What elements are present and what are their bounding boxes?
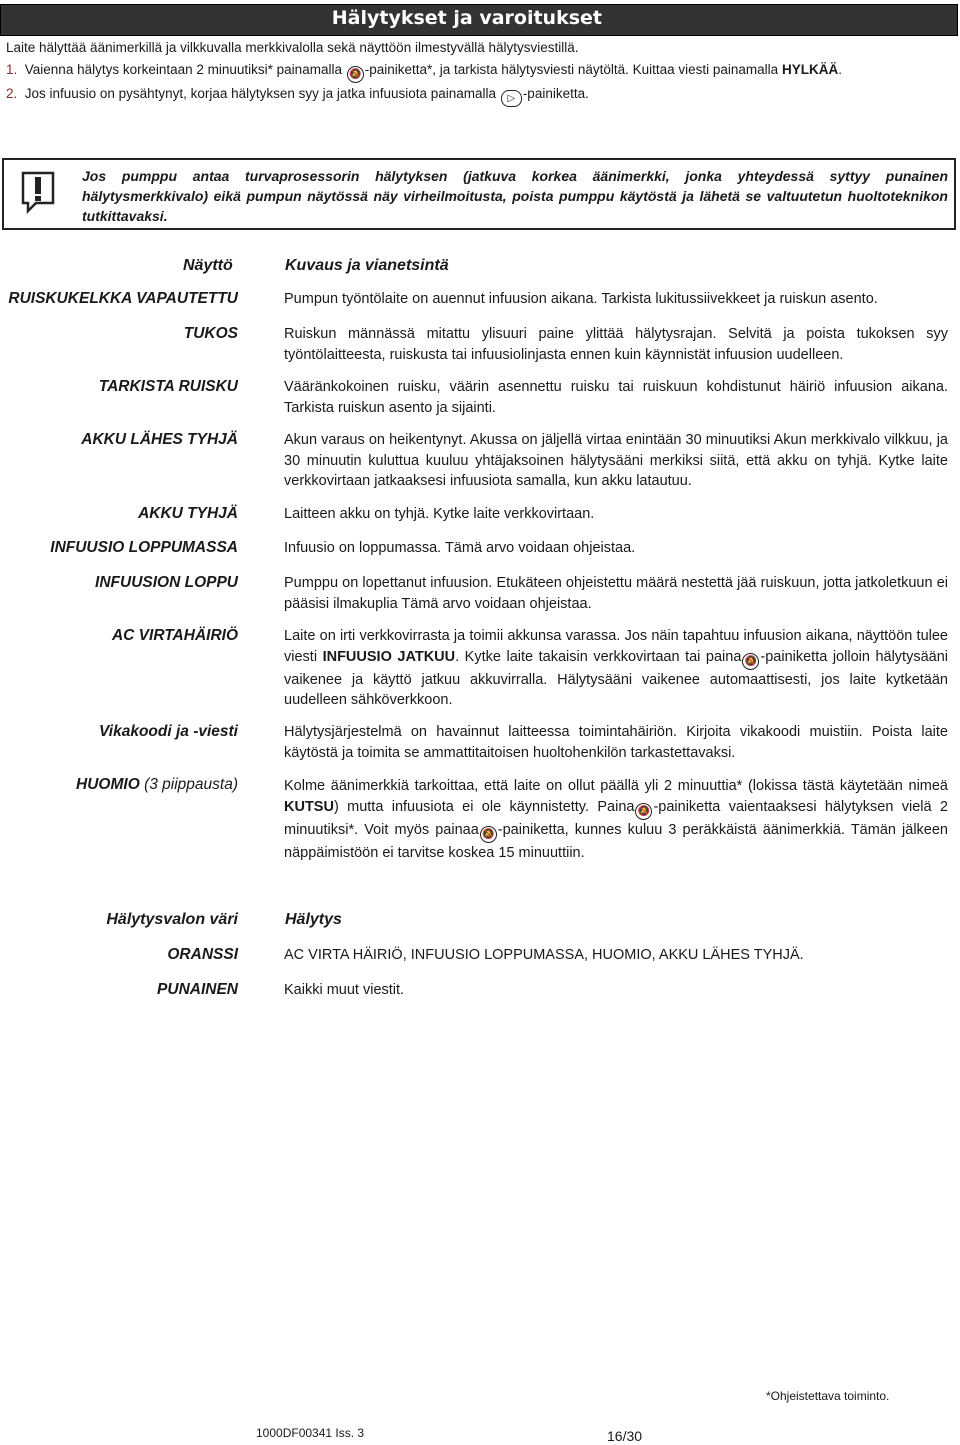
description-text: ) mutta infuusiota ei ole käynnistetty. Paina — [333, 798, 635, 815]
step-1 — [6, 62, 842, 83]
alarm-name: RUISKUKELKKA VAPAUTETTU — [8, 290, 238, 307]
resume-keyword: INFUUSIO JATKUU — [322, 648, 456, 665]
alarm-description: Pumpun työntölaite on auennut infuusion aikana. Tarkista lukitussiivekkeet ja ruiskun asento. — [284, 291, 878, 307]
step-number: 2. — [6, 86, 18, 101]
alarm-label: HUOMIO — [76, 776, 140, 793]
description-text: -painiketta jolloin hälytysääni vaikenee ja käyttö jatkuu akkuvirralla. Hälytysääni vaikenee automaattisesti, jos laite kytketään uudelleen sähköverkkoon. — [284, 648, 948, 708]
light-color: PUNAINEN — [157, 981, 238, 998]
alarm-name: TARKISTA RUISKU — [98, 378, 238, 395]
silence-button-icon: 🔕 — [347, 66, 364, 83]
header-display: Näyttö — [183, 257, 233, 274]
silence-button-icon: 🔕 — [480, 826, 497, 843]
header-description: Kuvaus ja vianetsintä — [285, 257, 449, 274]
alarm-description: Pumppu on lopettanut infuusion. Etukäteen ohjeistettu määrä nestettä jää ruiskuun, jotta jatkoletkuun ei pääsisi ilmakuplia Tämä arvo voidaan ohjeistaa. — [284, 575, 948, 612]
alarm-description: Infuusio on loppumassa. Tämä arvo voidaan ohjeistaa. — [284, 540, 636, 556]
light-color: ORANSSI — [167, 946, 238, 963]
page-number: 16/30 — [607, 1428, 643, 1444]
light-alarms: AC VIRTA HÄIRIÖ, INFUUSIO LOPPUMASSA, HUOMIO, AKKU LÄHES TYHJÄ. — [284, 947, 804, 963]
header-alarm: Hälytys — [285, 911, 342, 928]
reject-keyword: HYLKÄÄ — [781, 62, 839, 77]
header-light-color: Hälytysvalon väri — [106, 911, 238, 928]
alarm-note: (3 piippausta) — [139, 776, 238, 793]
step-2 — [6, 86, 589, 107]
alarm-description: Laitteen akku on tyhjä. Kytke laite verkkovirtaan. — [284, 506, 595, 522]
alarm-description: Ruiskun männässä mitattu ylisuuri paine ylittää hälytysrajan. Selvitä ja poista tukoksen syy työntölaitteesta, ruiskusta tai infuusiolinjasta ennen kuin käynnistät infuusion uudelleen. — [284, 326, 948, 363]
alarm-name: Vikakoodi ja -viesti — [99, 723, 238, 740]
silence-button-icon: 🔕 — [742, 653, 759, 670]
footnote: *Ohjeistettava toiminto. — [766, 1389, 890, 1403]
alarm-name: INFUUSION LOPPU — [95, 574, 238, 591]
step-text: Jos infuusio on pysähtynyt, korjaa hälytyksen syy ja jatka infuusiota painamalla — [24, 86, 497, 101]
page-title: Hälytykset ja varoitukset — [331, 7, 602, 29]
step-text: -painiketta. — [522, 86, 589, 101]
call-keyword: KUTSU — [284, 798, 334, 815]
exclamation-speech-icon — [20, 170, 56, 214]
description-text: Laite on irti verkkovirrasta ja toimii akkunsa varassa. Jos näin tapahtuu infuusion aikana, näyttöön tulee viesti — [284, 628, 948, 665]
silence-button-icon: 🔕 — [635, 803, 652, 820]
alarm-name: AKKU LÄHES TYHJÄ — [81, 431, 238, 448]
start-button-icon: ▷ — [501, 90, 522, 107]
alarm-description — [284, 626, 948, 711]
step-text: . — [838, 62, 842, 77]
description-text: Kolme äänimerkkiä tarkoittaa, että laite on ollut päällä yli 2 minuuttia* (lokissa tästä käytetään nimeä — [284, 778, 948, 794]
alarm-name: AKKU TYHJÄ — [138, 505, 238, 522]
alarm-description: Vääränkokoinen ruisku, väärin asennettu ruisku tai ruiskuun kohdistunut häiriö infuusion aikana. Tarkista ruiskun asento ja sijainti. — [284, 379, 948, 416]
alarm-name: AC VIRTAHÄIRIÖ — [111, 627, 238, 644]
title-bar — [0, 4, 958, 36]
alarm-name — [76, 776, 238, 794]
description-text: -painiketta vaientaaksesi hälytyksen vielä 2 minuutiksi*. Voit myös painaa — [284, 798, 948, 838]
step-text: -painiketta*, ja tarkista hälytysviesti näytöltä. Kuittaa viesti painamalla — [364, 62, 779, 77]
warning-box — [2, 158, 956, 230]
alarm-name: INFUUSIO LOPPUMASSA — [50, 539, 238, 556]
description-text: . Kytke laite takaisin verkkovirtaan tai paina — [455, 648, 742, 665]
step-number: 1. — [6, 62, 18, 77]
alarm-name: TUKOS — [183, 325, 238, 342]
step-text: Vaienna hälytys korkeintaan 2 minuutiksi* painamalla — [24, 62, 342, 77]
light-alarms: Kaikki muut viestit. — [284, 982, 405, 998]
warning-text: Jos pumppu antaa turvaprosessorin hälytyksen (jatkuva korkea äänimerkki, jonka yhteydessä syttyy punainen hälytysmerkkivalo) eikä pumpun näytössä näy virheilmoitusta, poista pumppu käytöstä ja lähetä se valtuutetun huoltoteknikon tutkittavaksi. — [82, 168, 948, 224]
document-code: 1000DF00341 Iss. 3 — [256, 1426, 365, 1440]
alarm-description: Hälytysjärjestelmä on havainnut laitteessa toimintahäiriön. Kirjoita vikakoodi muistiin. Poista laite käytöstä ja toimita se ammattitaitoisen huoltohenkilön tarkastettavaksi. — [284, 724, 948, 761]
description-text: -painiketta, kunnes kuluu 3 peräkkäistä äänimerkkiä. Tämän jälkeen näppäimistöön ei tarvitse koskea 15 minuuttiin. — [284, 821, 948, 861]
alarm-description — [284, 776, 948, 863]
alarm-description: Akun varaus on heikentynyt. Akussa on jäljellä virtaa enintään 30 minuutiksi Akun merkkivalo vilkkuu, ja 30 minuutin kuluttua kuuluu yhtäjaksoinen hälytysääni merkiksi siitä, että akku on tyhjä. Kytke laite verkkovirtaan jatkaaksesi infuusiota samalla, kun akku latautuu. — [284, 432, 948, 489]
intro-text: Laite hälyttää äänimerkillä ja vilkkuvalla merkkivalolla sekä näyttöön ilmestyvällä hälytysviestillä. — [6, 40, 579, 55]
